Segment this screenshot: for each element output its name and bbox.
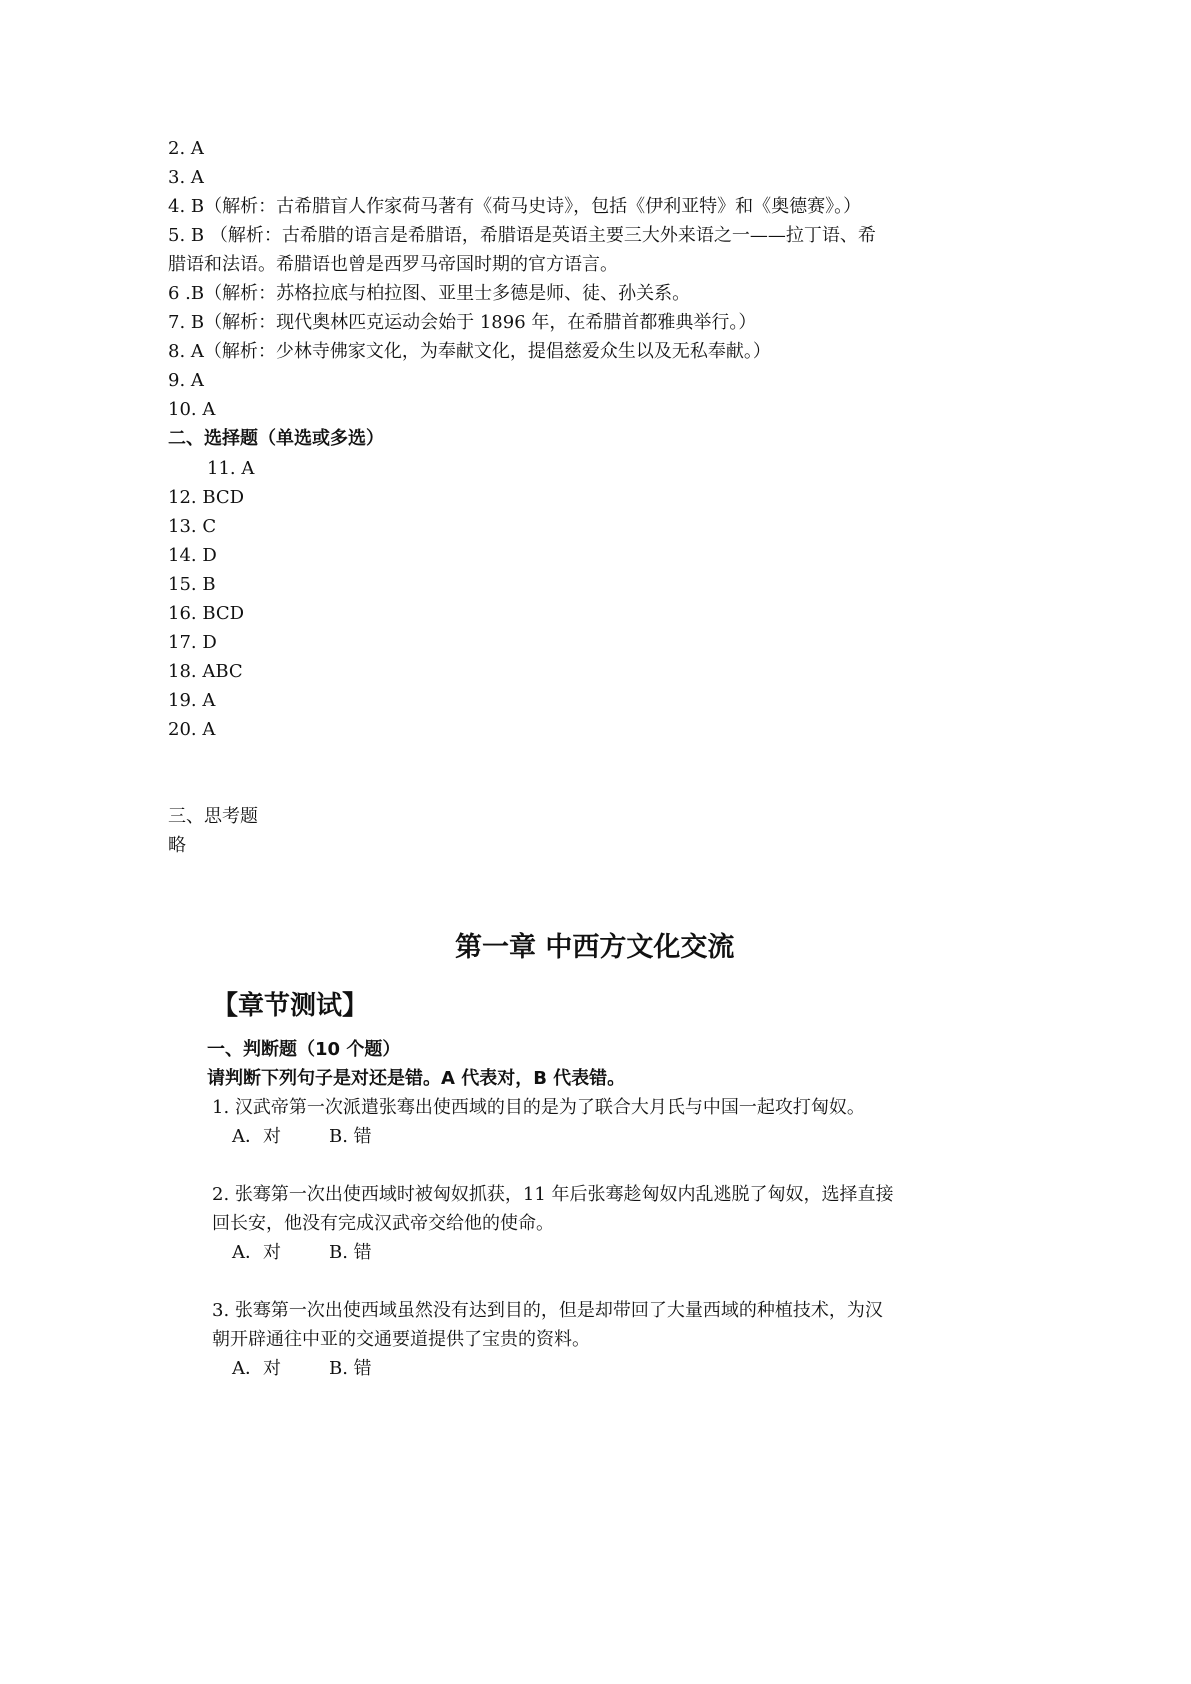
answer-line: 19. A xyxy=(168,690,216,711)
option-b: B. 错 xyxy=(329,1126,372,1147)
option-b: B. 错 xyxy=(329,1358,372,1379)
answer-line: 9. A xyxy=(168,370,204,391)
question-text: 3. 张骞第一次出使西域虽然没有达到目的，但是却带回了大量西域的种植技术，为汉 xyxy=(212,1300,883,1321)
section-heading: 二、选择题（单选或多选） xyxy=(168,428,384,449)
answer-line: 10. A xyxy=(168,399,216,420)
answer-line: 4. B（解析：古希腊盲人作家荷马著有《荷马史诗》，包括《伊利亚特》和《奥德赛》。） xyxy=(168,196,862,217)
question-text: 回长安，他没有完成汉武帝交给他的使命。 xyxy=(212,1213,554,1234)
judge-instruction: 请判断下列句子是对还是错。A 代表对，B 代表错。 xyxy=(207,1068,626,1089)
answer-line: 11. A xyxy=(207,458,255,479)
answer-line: 12. BCD xyxy=(168,487,245,508)
answer-line: 17. D xyxy=(168,632,217,653)
option-a: A．对 xyxy=(232,1358,281,1379)
chapter-title: 第一章 中西方文化交流 xyxy=(455,932,735,963)
answer-line: 20. A xyxy=(168,719,216,740)
question-text: 1. 汉武帝第一次派遣张骞出使西域的目的是为了联合大月氏与中国一起攻打匈奴。 xyxy=(212,1097,865,1118)
section-heading: 三、思考题 xyxy=(168,806,258,827)
answer-line: 5. B （解析：古希腊的语言是希腊语，希腊语是英语主要三大外来语之一——拉丁语、希 xyxy=(168,225,876,246)
answer-line: 15. B xyxy=(168,574,216,595)
answer-line: 8. A（解析：少林寺佛家文化，为奉献文化，提倡慈爱众生以及无私奉献。） xyxy=(168,341,771,362)
answer-line: 3. A xyxy=(168,167,204,188)
option-a: A．对 xyxy=(232,1126,281,1147)
judge-section-title: 一、判断题（10 个题） xyxy=(207,1039,401,1060)
section-body: 略 xyxy=(168,835,186,856)
chapter-test-heading: 【章节测试】 xyxy=(212,991,369,1021)
answer-line: 腊语和法语。希腊语也曾是西罗马帝国时期的官方语言。 xyxy=(168,254,618,275)
answer-line: 13. C xyxy=(168,516,217,537)
answer-line: 14. D xyxy=(168,545,217,566)
answer-line: 18. ABC xyxy=(168,661,243,682)
answer-line: 16. BCD xyxy=(168,603,245,624)
question-text: 朝开辟通往中亚的交通要道提供了宝贵的资料。 xyxy=(212,1329,590,1350)
option-a: A．对 xyxy=(232,1242,281,1263)
option-b: B. 错 xyxy=(329,1242,372,1263)
answer-line: 7. B（解析：现代奥林匹克运动会始于 1896 年，在希腊首都雅典举行。） xyxy=(168,312,757,333)
answer-line: 6 .B（解析：苏格拉底与柏拉图、亚里士多德是师、徒、孙关系。 xyxy=(168,283,691,304)
question-text: 2. 张骞第一次出使西域时被匈奴抓获，11 年后张骞趁匈奴内乱逃脱了匈奴，选择直接 xyxy=(212,1184,894,1205)
answer-line: 2. A xyxy=(168,138,204,159)
